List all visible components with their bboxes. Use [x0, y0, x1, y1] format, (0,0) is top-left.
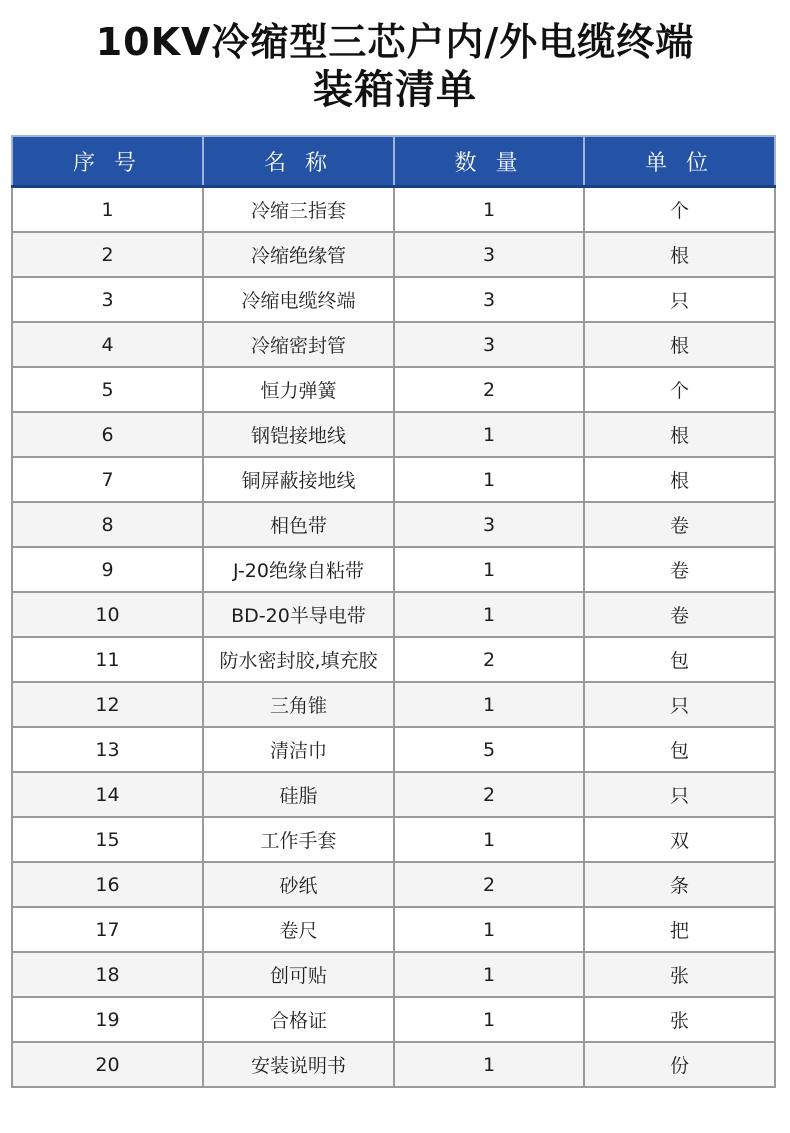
table-row: [12, 592, 775, 637]
cell-unit: 张: [584, 997, 775, 1042]
table-row: [12, 547, 775, 592]
cell-unit: 卷: [584, 502, 775, 547]
table-row: [12, 997, 775, 1042]
cell-name: 冷缩密封管: [203, 322, 394, 367]
table-row: [12, 187, 775, 233]
cell-qty: 1: [394, 547, 584, 592]
cell-no: 1: [12, 187, 203, 233]
cell-unit: 包: [584, 637, 775, 682]
cell-qty: 1: [394, 907, 584, 952]
cell-no: 5: [12, 367, 203, 412]
cell-qty: 1: [394, 592, 584, 637]
table-row: [12, 862, 775, 907]
cell-unit: 个: [584, 187, 775, 233]
cell-no: 8: [12, 502, 203, 547]
table-row: [12, 952, 775, 997]
cell-name: 恒力弹簧: [203, 367, 394, 412]
table-row: [12, 1042, 775, 1087]
cell-name: 相色带: [203, 502, 394, 547]
table-row: [12, 457, 775, 502]
cell-qty: 1: [394, 817, 584, 862]
cell-qty: 5: [394, 727, 584, 772]
cell-name: 硅脂: [203, 772, 394, 817]
cell-unit: 把: [584, 907, 775, 952]
table-row: [12, 277, 775, 322]
page-title: 10KV冷缩型三芯户内/外电缆终端: [95, 20, 695, 64]
cell-name: J-20绝缘自粘带: [203, 547, 394, 592]
cell-no: 11: [12, 637, 203, 682]
cell-no: 3: [12, 277, 203, 322]
cell-qty: 1: [394, 412, 584, 457]
cell-no: 9: [12, 547, 203, 592]
cell-qty: 3: [394, 232, 584, 277]
header-name: 名 称: [203, 136, 394, 187]
cell-no: 10: [12, 592, 203, 637]
table-row: [12, 502, 775, 547]
cell-no: 15: [12, 817, 203, 862]
cell-name: 铜屏蔽接地线: [203, 457, 394, 502]
cell-no: 17: [12, 907, 203, 952]
table-row: [12, 772, 775, 817]
cell-name: 冷缩三指套: [203, 187, 394, 233]
cell-qty: 2: [394, 367, 584, 412]
cell-qty: 1: [394, 187, 584, 233]
header-unit: 单 位: [584, 136, 775, 187]
cell-qty: 1: [394, 1042, 584, 1087]
cell-name: 安装说明书: [203, 1042, 394, 1087]
cell-unit: 只: [584, 772, 775, 817]
cell-name: 防水密封胶,填充胶: [203, 637, 394, 682]
cell-name: 冷缩电缆终端: [203, 277, 394, 322]
cell-name: 工作手套: [203, 817, 394, 862]
cell-unit: 双: [584, 817, 775, 862]
cell-name: 冷缩绝缘管: [203, 232, 394, 277]
table-row: [12, 232, 775, 277]
cell-unit: 条: [584, 862, 775, 907]
cell-qty: 2: [394, 772, 584, 817]
cell-name: 三角锥: [203, 682, 394, 727]
cell-qty: 1: [394, 952, 584, 997]
cell-qty: 3: [394, 322, 584, 367]
header-no: 序 号: [12, 136, 203, 187]
cell-qty: 2: [394, 862, 584, 907]
cell-qty: 1: [394, 997, 584, 1042]
table-body: [12, 187, 775, 1088]
cell-no: 20: [12, 1042, 203, 1087]
cell-name: 砂纸: [203, 862, 394, 907]
cell-unit: 根: [584, 322, 775, 367]
cell-unit: 根: [584, 232, 775, 277]
header-qty: 数 量: [394, 136, 584, 187]
table-row: [12, 682, 775, 727]
page-subtitle: 装箱清单: [313, 67, 477, 113]
cell-qty: 3: [394, 502, 584, 547]
cell-unit: 份: [584, 1042, 775, 1087]
packing-list-table: [11, 135, 776, 1088]
cell-name: 创可贴: [203, 952, 394, 997]
cell-qty: 2: [394, 637, 584, 682]
cell-unit: 张: [584, 952, 775, 997]
cell-name: 合格证: [203, 997, 394, 1042]
table-row: [12, 412, 775, 457]
cell-unit: 卷: [584, 592, 775, 637]
table-row: [12, 367, 775, 412]
cell-qty: 1: [394, 682, 584, 727]
cell-unit: 只: [584, 682, 775, 727]
cell-no: 2: [12, 232, 203, 277]
table-row: [12, 907, 775, 952]
cell-no: 7: [12, 457, 203, 502]
cell-qty: 1: [394, 457, 584, 502]
cell-unit: 只: [584, 277, 775, 322]
cell-unit: 包: [584, 727, 775, 772]
cell-no: 18: [12, 952, 203, 997]
cell-no: 12: [12, 682, 203, 727]
table-header-row: [12, 136, 775, 187]
cell-no: 13: [12, 727, 203, 772]
table-row: [12, 817, 775, 862]
table-row: [12, 322, 775, 367]
cell-no: 14: [12, 772, 203, 817]
cell-qty: 3: [394, 277, 584, 322]
cell-unit: 根: [584, 412, 775, 457]
cell-unit: 卷: [584, 547, 775, 592]
cell-unit: 根: [584, 457, 775, 502]
cell-unit: 个: [584, 367, 775, 412]
cell-no: 4: [12, 322, 203, 367]
cell-no: 16: [12, 862, 203, 907]
cell-no: 19: [12, 997, 203, 1042]
cell-name: BD-20半导电带: [203, 592, 394, 637]
title-block: [0, 0, 790, 114]
cell-name: 卷尺: [203, 907, 394, 952]
cell-name: 钢铠接地线: [203, 412, 394, 457]
cell-no: 6: [12, 412, 203, 457]
cell-name: 清洁巾: [203, 727, 394, 772]
table-row: [12, 727, 775, 772]
table-row: [12, 637, 775, 682]
